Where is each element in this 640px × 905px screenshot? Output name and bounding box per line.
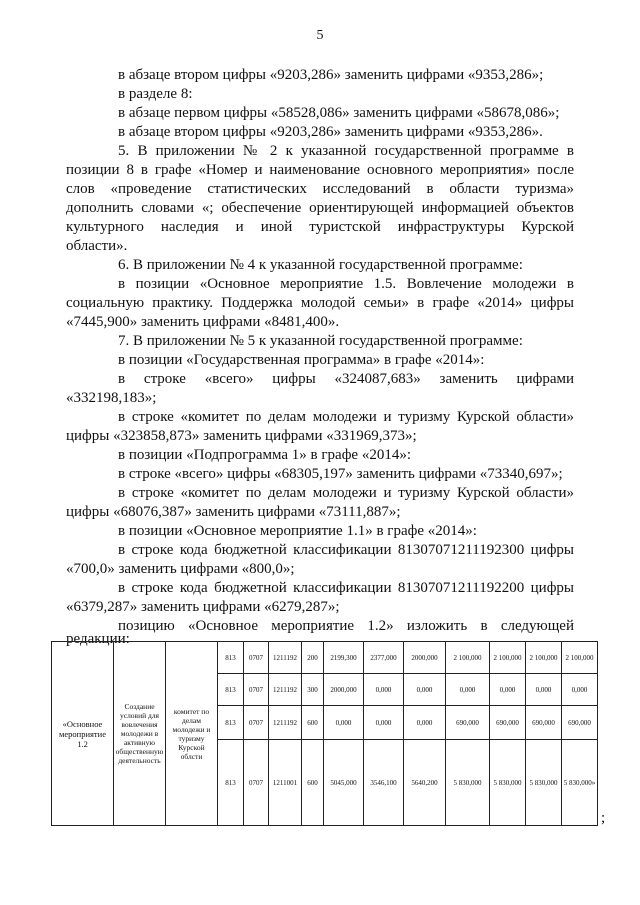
text-line: в позиции «Государственная программа» в графе «2014»: (118, 352, 485, 368)
text-line: цифры «68076,387» заменить цифрами «73111,887»; (66, 504, 401, 520)
text-line: позиции 8 в графе «Номер и наименование основного мероприятия» после (66, 162, 574, 178)
text-line: 5. В приложении № 2 к указанной государственной программе в (118, 143, 574, 159)
table-cell: 2 100,000 (562, 642, 598, 674)
text-line: в строке «всего» цифры «324087,683» заменить цифрами (118, 371, 574, 387)
measure-table (51, 641, 598, 826)
text-line: в разделе 8: (118, 86, 193, 102)
text-line: «332198,183»; (66, 390, 157, 406)
table-cell: 2199,300 (324, 642, 364, 674)
text-line: цифры «323858,873» заменить цифрами «331969,373»; (66, 428, 417, 444)
table-cell: 0707 (244, 642, 269, 674)
text-line: в строке «комитет по делам молодежи и туризму Курской области» (118, 485, 574, 501)
table-cell: 5 830,000 (526, 740, 562, 826)
table-cell: 1211192 (269, 706, 302, 740)
table-cell: 1211001 (269, 740, 302, 826)
text-line: культурного наследия и иной туристской инфраструктуры Курской (66, 219, 574, 235)
table-cell: 200 (302, 642, 324, 674)
table-cell: 1211192 (269, 674, 302, 706)
text-line: в абзаце первом цифры «58528,086» заменить цифрами «58678,086»; (118, 105, 560, 121)
table-cell: 813 (218, 642, 244, 674)
text-line: «7445,900» заменить цифрами «8481,400». (66, 314, 340, 330)
text-line: в абзаце втором цифры «9203,286» заменить цифрами «9353,286»; (118, 67, 544, 83)
text-line: слов «проведение статистических исследований в области туризма» (66, 181, 574, 197)
table-cell: 0707 (244, 706, 269, 740)
text-line: в позиции «Основное мероприятие 1.1» в графе «2014»: (118, 523, 477, 539)
table-cell: 2 100,000 (490, 642, 526, 674)
table-cell: 5045,000 (324, 740, 364, 826)
table-row (52, 642, 598, 674)
text-line: социальную практику. Поддержка молодой семьи» в графе «2014» цифры (66, 295, 574, 311)
table-cell: 0,000 (324, 706, 364, 740)
text-line: «700,0» заменить цифрами «800,0»; (66, 561, 295, 577)
table-cell: 2 100,000 (526, 642, 562, 674)
table-cell: 0,000 (364, 706, 404, 740)
table-cell: 0,000 (404, 706, 446, 740)
text-line: в позиции «Подпрограмма 1» в графе «2014»: (118, 447, 411, 463)
text-line: 6. В приложении № 4 к указанной государственной программе: (118, 257, 523, 273)
text-line: в строке кода бюджетной классификации 81307071211192300 цифры (118, 542, 574, 558)
table-cell: 2000,000 (324, 674, 364, 706)
text-line: в абзаце втором цифры «9203,286» заменить цифрами «9353,286». (118, 124, 543, 140)
table-cell: 2377,000 (364, 642, 404, 674)
text-line: в строке кода бюджетной классификации 81307071211192200 цифры (118, 580, 574, 596)
text-line: позицию «Основное мероприятие 1.2» изложить в следующей (118, 618, 574, 634)
text-line: области». (66, 238, 128, 254)
executor-cell: комитет по делам молодежи и туризму Курской облсти (166, 642, 218, 826)
page-number: 5 (316, 28, 324, 43)
table-cell: 813 (218, 740, 244, 826)
table-cell: 0,000 (562, 674, 598, 706)
table-cell: 690,000 (562, 706, 598, 740)
table-cell: 300 (302, 674, 324, 706)
text-line: в строке «всего» цифры «68305,197» заменить цифрами «73340,697»; (118, 466, 563, 482)
table-cell: 1211192 (269, 642, 302, 674)
table-cell: 813 (218, 706, 244, 740)
description-cell: Создание условий для вовлечения молодежи в активную общественную деятельность (114, 642, 166, 826)
table-cell: 5640,200 (404, 740, 446, 826)
table-cell: 690,000 (526, 706, 562, 740)
table-cell: 0707 (244, 740, 269, 826)
table-cell: 5 830,000» (562, 740, 598, 826)
table-cell: 0,000 (446, 674, 490, 706)
table-cell: 0,000 (364, 674, 404, 706)
text-line: 7. В приложении № 5 к указанной государственной программе: (118, 333, 523, 349)
text-line: дополнить словами «; обеспечение ориентирующей информацией объектов (66, 200, 574, 216)
table-cell: 0,000 (404, 674, 446, 706)
table-cell: 0707 (244, 674, 269, 706)
table-cell: 0,000 (490, 674, 526, 706)
closing-semicolon: ; (601, 810, 606, 826)
table-cell: 2000,000 (404, 642, 446, 674)
text-line: редакции: (66, 631, 130, 647)
table-cell: 813 (218, 674, 244, 706)
table-cell: 2 100,000 (446, 642, 490, 674)
table-cell: 5 830,000 (490, 740, 526, 826)
text-line: «6379,287» заменить цифрами «6279,287»; (66, 599, 340, 615)
table-cell: 690,000 (446, 706, 490, 740)
table-cell: 690,000 (490, 706, 526, 740)
table-cell: 600 (302, 706, 324, 740)
table-cell: 5 830,000 (446, 740, 490, 826)
table-cell: 3546,100 (364, 740, 404, 826)
measure-cell: «Основное мероприятие 1.2 (52, 642, 114, 826)
text-line: в строке «комитет по делам молодежи и туризму Курской области» (118, 409, 574, 425)
table-cell: 0,000 (526, 674, 562, 706)
table-cell: 600 (302, 740, 324, 826)
text-line: в позиции «Основное мероприятие 1.5. Вовлечение молодежи в (118, 276, 574, 292)
